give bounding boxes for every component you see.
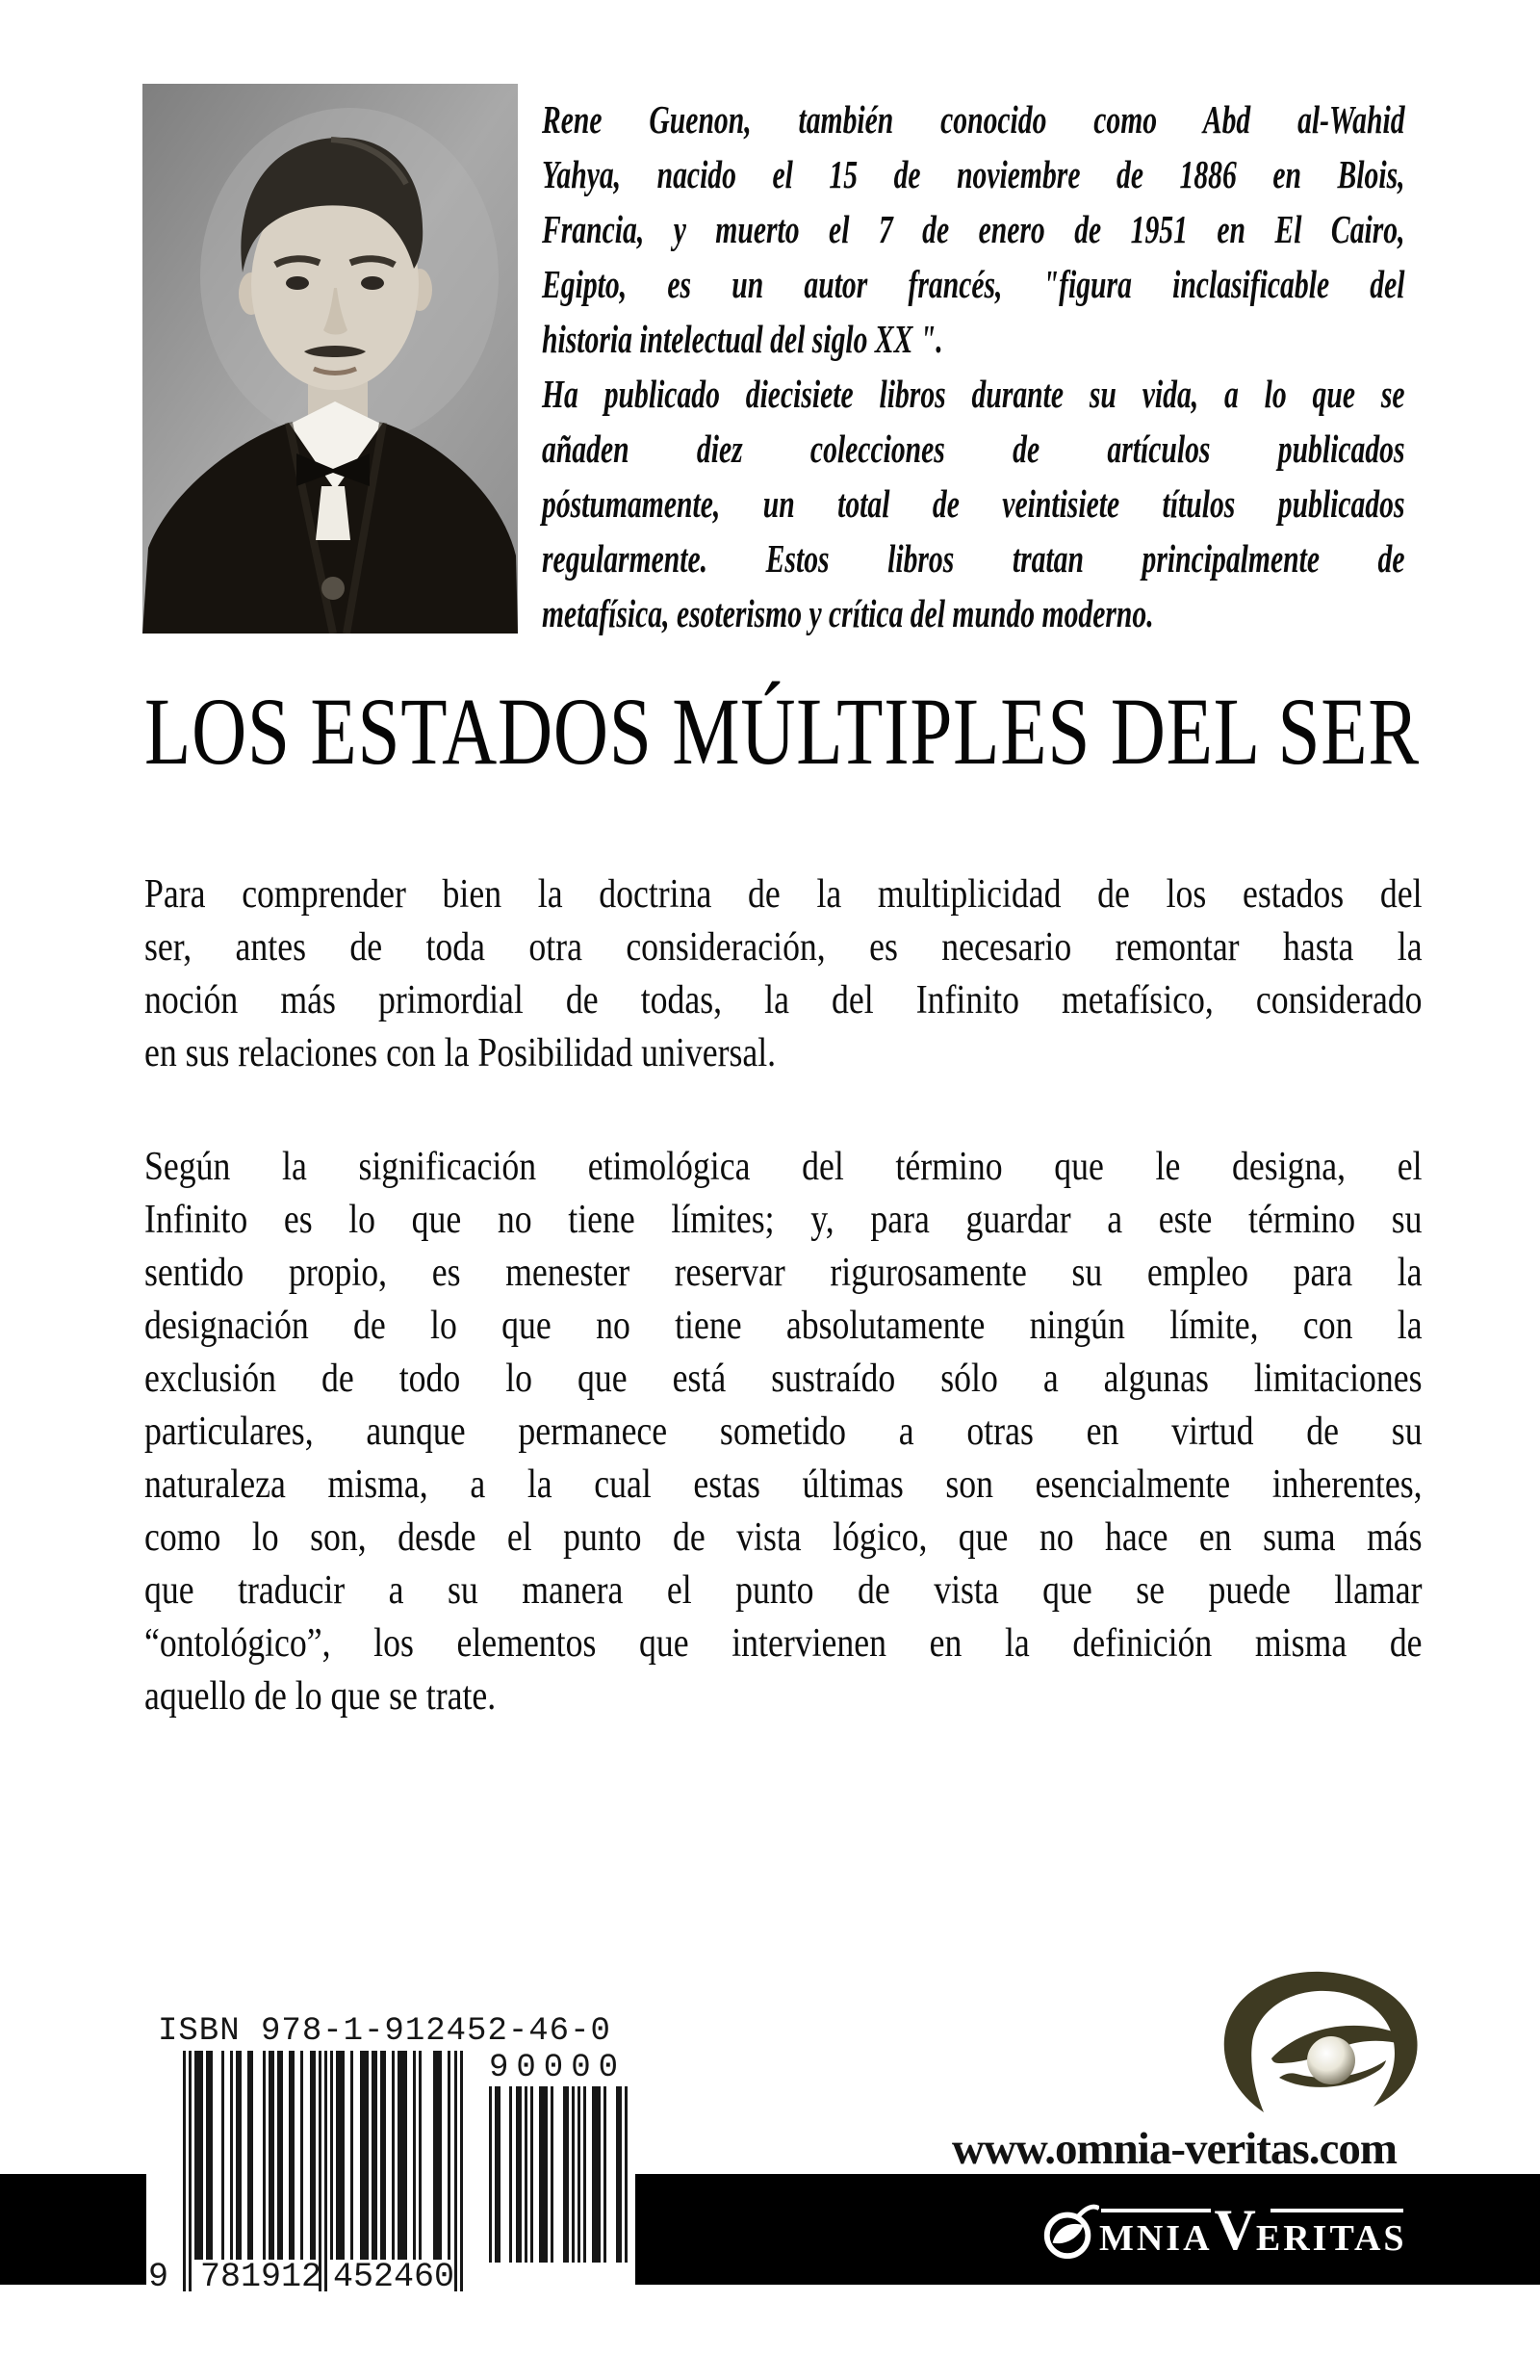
synopsis-paragraph-1: Para comprender bien la doctrina de la multiplicidad de los estados del ser, antes de toda otra consideración, es necesario remontar hasta la noción más primordial de todas, la del Infinito metafísico, considerado en sus relaciones con la Posibilidad universal.	[144, 872, 1423, 1075]
barcode-digit-group-3: 452460	[333, 2258, 455, 2296]
ean-main-bars	[183, 2051, 464, 2291]
publisher-website-url: www.omnia-veritas.com	[952, 2124, 1397, 2174]
eye-leaf-logo-icon	[1215, 1970, 1428, 2114]
barcode-digit-group-2: 781912	[200, 2258, 322, 2296]
author-portrait-photo	[142, 84, 518, 634]
barcode-digit-group-1: 9	[148, 2258, 169, 2296]
author-bio	[542, 92, 1405, 641]
wordmark-part-eritas: ERITAS	[1255, 2218, 1407, 2259]
author-portrait-illustration	[142, 84, 518, 634]
publisher-wordmark	[1040, 2197, 1415, 2261]
bio-paragraph-1: Rene Guenon, también conocido como Abd al-Wahid Yahya, nacido el 15 de noviembre de 1886 en Blois, Francia, y muerto el 7 de enero de 1951 en El Cairo, Egipto, es un autor francés, "figura inclasificable del historia intelectual del siglo XX ".	[542, 97, 1405, 361]
wordmark-text	[1040, 2197, 1407, 2261]
isbn-barcode-panel	[146, 2007, 635, 2296]
isbn-number-label: ISBN 978-1-912452-46-0	[158, 2013, 611, 2050]
page-title	[144, 676, 1420, 789]
bio-paragraph-2: Ha publicado diecisiete libros durante su vida, a lo que se añaden diez colecciones de artículos publicados póstumamente, un total de veintisiete títulos publicados regularmente. Estos libros tratan principalmente de metafísica, esoterismo y crítica del mundo moderno.	[542, 372, 1405, 635]
wordmark-part-mnia: MNIA	[1099, 2218, 1213, 2259]
publisher-logo-icon	[1215, 1970, 1428, 2114]
ean-addon-bars	[489, 2086, 629, 2263]
wordmark-letter-v: V	[1214, 2198, 1256, 2262]
wordmark-o-leaf-icon	[1040, 2201, 1099, 2261]
page-title-text: LOS ESTADOS MÚLTIPLES DEL SER	[144, 678, 1420, 785]
synopsis-text	[144, 868, 1423, 1723]
barcode-addon-number: 90000	[489, 2050, 627, 2086]
synopsis-paragraph-2: Según la significación etimológica del término que le designa, el Infinito es lo que no tiene límites; y, para guardar a este término su sentido propio, es menester reservar rigurosamente su empleo para la designación de lo que no tiene absolutamente ningún límite, con la exclusión de todo lo que está sustraído sólo a algunas limitaciones particulares, aunque permanece sometido a otras en virtud de su naturaleza misma, a la cual estas últimas son esencialmente inherentes, como lo son, desde el punto de vista lógico, que no hace en suma más que traducir a su manera el punto de vista que se puede llamar “ontológico”, los elementos que intervienen en la definición misma de aquello de lo que se trate.	[144, 1145, 1423, 1719]
